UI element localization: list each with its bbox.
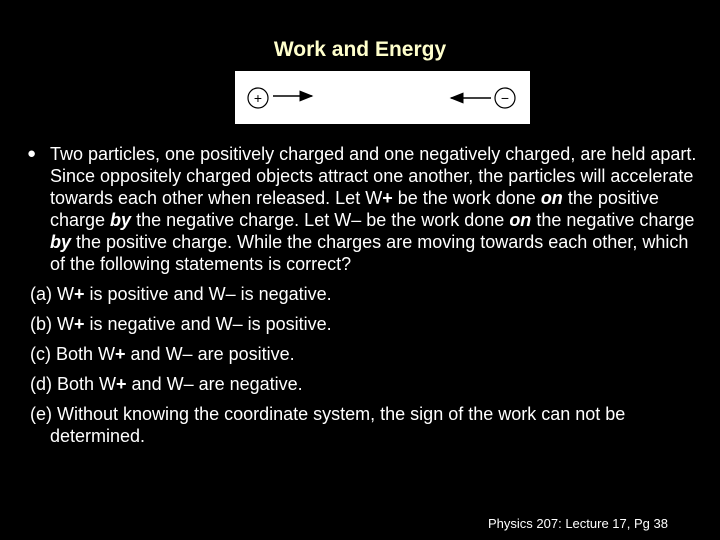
charge-diagram [235,71,530,124]
question-text [27,143,705,275]
question-by: by [50,232,72,252]
answer-e: (e) Without knowing the coordinate system, the sign of the work can not be determined. [30,404,626,446]
answer-c: (c) Both W+ and W– are positive. [30,344,295,364]
slide-footer: Physics 207: Lecture 17, Pg 38 [488,516,668,531]
positive-charge-icon [248,88,268,108]
slide-body [27,143,705,447]
question-part: Two particles, one positively charged and one negatively charged, are held apart. Since oppositely charged objects attract one another, the particles will accelerate towards each other when released. Let W [50,144,697,208]
question-part: the positive charge. While the charges are moving towards each other, which of the following statements is correct? [50,232,689,274]
negative-charge-icon [495,88,515,108]
question-by: by [110,210,132,230]
answer-d: (d) Both W+ and W– are negative. [30,374,303,394]
question-part: the negative charge. Let W– be the work done [131,210,510,230]
answer-b: (b) W+ is negative and W– is positive. [30,314,332,334]
question-plus: + [382,188,393,208]
svg-text:−: − [500,90,510,106]
question-part: the positive charge [50,188,659,230]
slide-title: Work and Energy [273,38,447,61]
question-part: be the work done [392,188,541,208]
answer-a: (a) W+ is positive and W– is negative. [30,284,332,304]
question-part: the negative charge [531,210,695,230]
svg-text:+: + [253,90,263,106]
bullet-icon: ● [27,145,37,162]
question-on: on [540,188,563,208]
question-on: on [509,210,532,230]
